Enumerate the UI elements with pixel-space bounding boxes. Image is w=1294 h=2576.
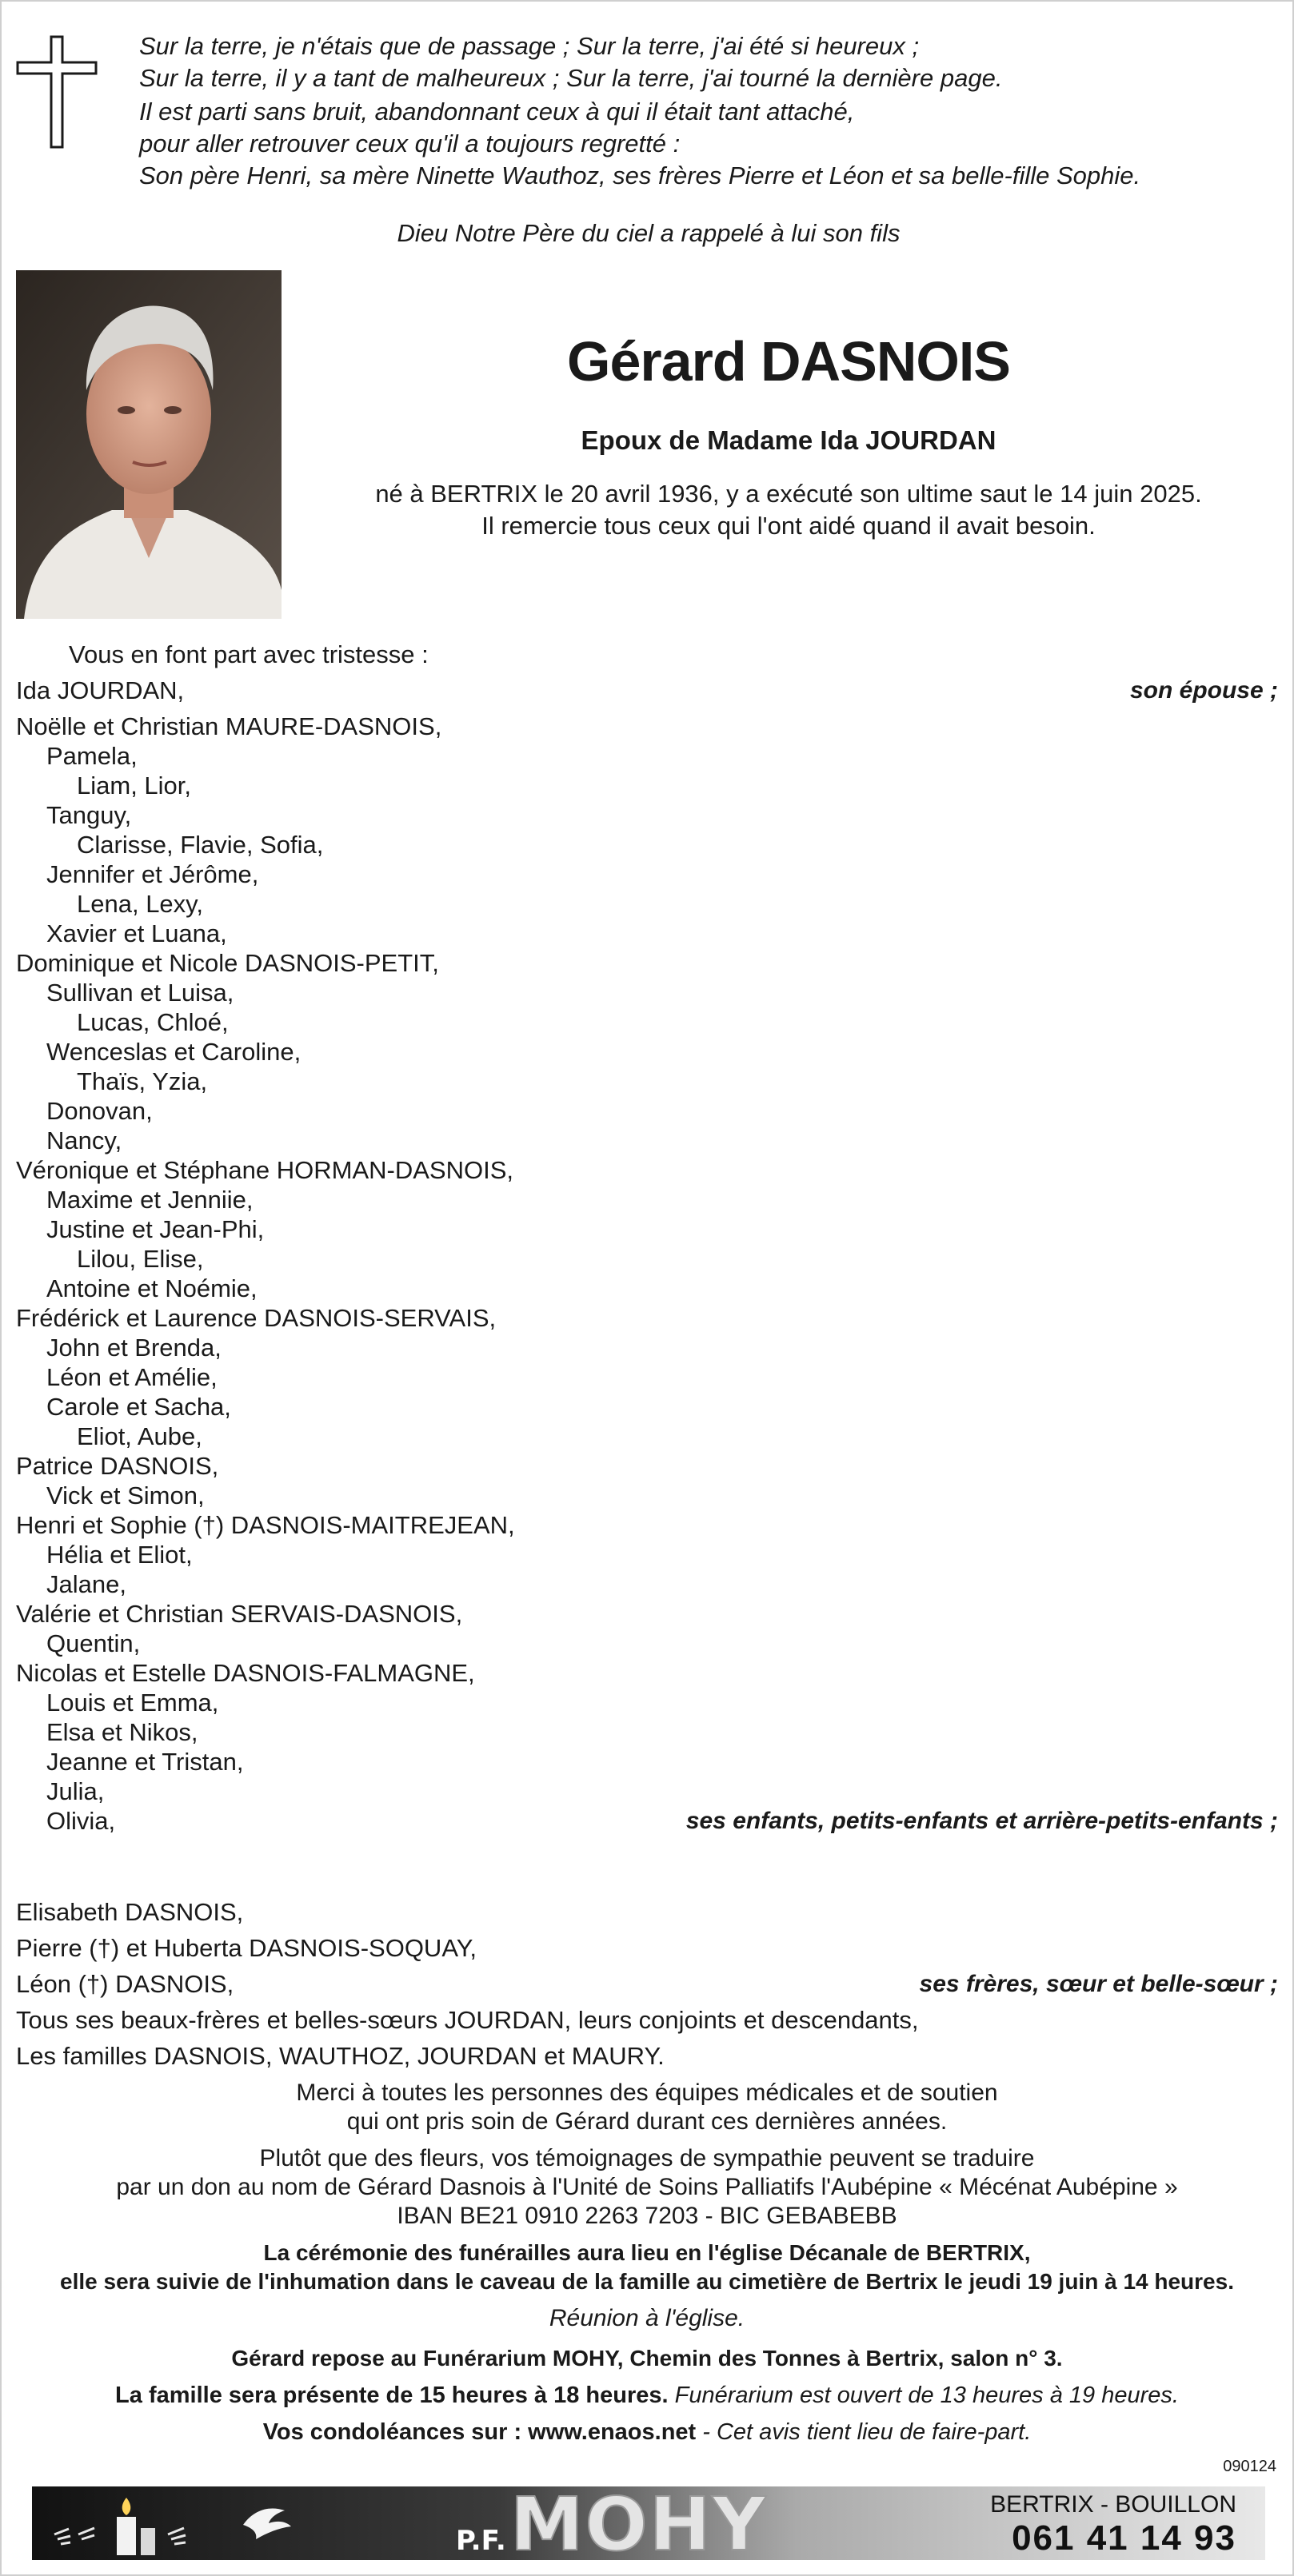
family-member-name: Nancy, xyxy=(46,1127,122,1154)
family-member-row xyxy=(16,1717,1278,1749)
family-member-row xyxy=(16,918,1278,950)
family-member-row xyxy=(16,1184,1278,1216)
family-member-name: Eliot, Aube, xyxy=(77,1422,202,1450)
family-member-name: John et Brenda, xyxy=(46,1334,222,1362)
family-member-name: Pamela, xyxy=(46,742,138,770)
condolences-line xyxy=(18,2418,1276,2446)
family-member-row xyxy=(16,1539,1278,1571)
relation-children: ses enfants, petits-enfants et arrière-petits-enfants ; xyxy=(685,1808,1278,1834)
reference-code: 090124 xyxy=(1223,2458,1276,2475)
family-member-row xyxy=(16,1036,1278,1068)
brand-name: MOHY xyxy=(510,2486,768,2560)
family-member-row xyxy=(16,1421,1278,1453)
phone-number: 061 41 14 93 xyxy=(1012,2518,1236,2558)
family-member-name: Léon et Amélie, xyxy=(46,1363,218,1391)
spouse-name: Ida JOURDAN, xyxy=(16,676,185,704)
family-member-row xyxy=(16,947,1278,979)
birth-line: né à BERTRIX le 20 avril 1936, y a exécuté son ultime saut le 14 juin 2025. xyxy=(375,480,1202,508)
family-member-name: Tanguy, xyxy=(46,801,132,829)
family-member-name: Dominique et Nicole DASNOIS-PETIT, xyxy=(16,949,439,977)
sibling-row xyxy=(16,1968,1278,2000)
family-member-name: Jeanne et Tristan, xyxy=(46,1748,244,1776)
family-member-name: Maxime et Jenniie, xyxy=(46,1186,254,1214)
locations: BERTRIX - BOUILLON xyxy=(990,2491,1236,2518)
sibling-name: Elisabeth DASNOIS, xyxy=(16,1898,244,1926)
funeral-home-banner xyxy=(32,2486,1265,2560)
sibling-name: Léon (†) DASNOIS, xyxy=(16,1970,234,1998)
family-member-name: Frédérick et Laurence DASNOIS-SERVAIS, xyxy=(16,1304,497,1332)
iban: IBAN BE21 0910 2263 7203 - BIC GEBABEBB xyxy=(397,2203,897,2229)
family-member-name: Justine et Jean-Phi, xyxy=(46,1215,265,1243)
family-member-row xyxy=(16,770,1278,802)
family-member-row xyxy=(16,1598,1278,1630)
flowers-1: Plutôt que des fleurs, vos témoignages de sympathie peuvent se traduire xyxy=(259,2145,1035,2171)
family-member-row xyxy=(16,1391,1278,1423)
family-member-row xyxy=(16,888,1278,920)
family-member-row xyxy=(16,1302,1278,1334)
family-member-row xyxy=(16,1657,1278,1689)
family-member-name: Véronique et Stéphane HORMAN-DASNOIS, xyxy=(16,1156,513,1184)
deceased-spouse: Epoux de Madame Ida JOURDAN xyxy=(581,425,996,455)
family-member-row xyxy=(16,711,1278,743)
family-member-name: Liam, Lior, xyxy=(77,772,192,800)
family-member-name: Nicolas et Estelle DASNOIS-FALMAGNE, xyxy=(16,1659,475,1687)
family-member-row xyxy=(16,1628,1278,1660)
funerarium-hours: Funérarium est ouvert de 13 heures à 19 heures. xyxy=(674,2383,1179,2408)
family-member-name: Hélia et Eliot, xyxy=(46,1541,193,1569)
deceased-name: Gérard DASNOIS xyxy=(567,330,1010,393)
inlaws-text: Tous ses beaux-frères et belles-sœurs JOURDAN, leurs conjoints et descendants, xyxy=(16,2006,919,2034)
family-member-name: Vick et Simon, xyxy=(46,1481,205,1509)
portrait-photo xyxy=(16,270,282,619)
family-member-row xyxy=(16,1509,1278,1541)
family-member-row xyxy=(16,1273,1278,1305)
poem-block xyxy=(139,30,1140,192)
family-member-row xyxy=(16,1687,1278,1719)
family-member-row xyxy=(16,1066,1278,1098)
poem-line: Son père Henri, sa mère Ninette Wauthoz, ses frères Pierre et Léon et sa belle-fille Sophie. xyxy=(139,161,1141,189)
family-member-row xyxy=(16,1569,1278,1601)
family-member-name: Donovan, xyxy=(46,1097,153,1125)
family-member-row xyxy=(16,1480,1278,1512)
poem-line: pour aller retrouver ceux qu'il a toujours regretté : xyxy=(139,130,681,158)
family-member-row xyxy=(16,1362,1278,1394)
medical-thanks-1: Merci à toutes les personnes des équipes médicales et de soutien xyxy=(296,2080,998,2106)
family-member-row xyxy=(16,1243,1278,1275)
relation-siblings: ses frères, sœur et belle-sœur ; xyxy=(919,1971,1278,1997)
family-member-name: Julia, xyxy=(46,1777,105,1805)
families-text: Les familles DASNOIS, WAUTHOZ, JOURDAN et MAURY. xyxy=(16,2042,665,2070)
family-member-row xyxy=(16,1746,1278,1778)
family-member-row xyxy=(16,1007,1278,1039)
family-member-name: Patrice DASNOIS, xyxy=(16,1452,219,1480)
poem-line: Sur la terre, il y a tant de malheureux ; Sur la terre, j'ai tourné la dernière page. xyxy=(139,64,1003,92)
deceased-details xyxy=(282,478,1294,542)
resting-place: Gérard repose au Funérarium MOHY, Chemin des Tonnes à Bertrix, salon n° 3. xyxy=(231,2346,1063,2371)
family-member-row xyxy=(16,859,1278,891)
presence-hours: La famille sera présente de 15 heures à 18 heures. xyxy=(115,2383,669,2408)
family-member-name: Wenceslas et Caroline, xyxy=(46,1038,302,1066)
flowers-2: par un don au nom de Gérard Dasnois à l'Unité de Soins Palliatifs l'Aubépine « Mécénat Aubépine » xyxy=(116,2174,1178,2200)
condolences-site: Vos condoléances sur : www.enaos.net xyxy=(262,2419,697,2445)
family-member-name: Valérie et Christian SERVAIS-DASNOIS, xyxy=(16,1600,463,1628)
family-member-row xyxy=(16,1154,1278,1186)
family-member-name: Henri et Sophie (†) DASNOIS-MAITREJEAN, xyxy=(16,1511,515,1539)
family-member-name: Lilou, Elise, xyxy=(77,1245,204,1273)
family-member-name: Elsa et Nikos, xyxy=(46,1718,198,1746)
family-member-name: Louis et Emma, xyxy=(46,1689,219,1717)
family-member-name: Lena, Lexy, xyxy=(77,890,203,918)
family-member-row xyxy=(16,800,1278,831)
family-member-name: Jalane, xyxy=(46,1570,126,1598)
meeting: Réunion à l'église. xyxy=(549,2305,745,2331)
family-member-name: Carole et Sacha, xyxy=(46,1393,231,1421)
family-member-name: Lucas, Chloé, xyxy=(77,1008,229,1036)
family-member-row xyxy=(16,977,1278,1009)
families-row xyxy=(16,2040,1278,2072)
family-member-row xyxy=(16,1095,1278,1127)
family-member-row xyxy=(16,1776,1278,1808)
family-member-row xyxy=(16,829,1278,861)
family-member-name: Jennifer et Jérôme, xyxy=(46,860,259,888)
family-member-row xyxy=(16,1450,1278,1482)
family-member-name: Quentin, xyxy=(46,1629,141,1657)
notice-text: - Cet avis tient lieu de faire-part. xyxy=(702,2419,1032,2445)
family-member-row xyxy=(16,740,1278,772)
inlaws-row xyxy=(16,2004,1278,2036)
pf-label: P.F. xyxy=(456,2525,506,2557)
cross-icon xyxy=(16,35,99,149)
family-member-name: Sullivan et Luisa, xyxy=(46,979,234,1007)
family-member-row xyxy=(16,1214,1278,1246)
family-member-name: Clarisse, Flavie, Sofia, xyxy=(77,831,324,859)
ceremony-1: La cérémonie des funérailles aura lieu en l'église Décanale de BERTRIX, xyxy=(263,2240,1031,2265)
poem-intro: Dieu Notre Père du ciel a rappelé à lui son fils xyxy=(397,219,901,247)
family-member-name: Antoine et Noémie, xyxy=(46,1274,258,1302)
sibling-row xyxy=(16,1932,1278,1964)
family-member-name: Xavier et Luana, xyxy=(46,919,227,947)
family-member-row xyxy=(16,1125,1278,1157)
medical-thanks-2: qui ont pris soin de Gérard durant ces dernières années. xyxy=(346,2108,948,2135)
poem-line: Il est parti sans bruit, abandonnant ceux à qui il était tant attaché, xyxy=(139,98,855,126)
family-member-name: Noëlle et Christian MAURE-DASNOIS, xyxy=(16,712,442,740)
family-member-name: Thaïs, Yzia, xyxy=(77,1067,208,1095)
thanks-line: Il remercie tous ceux qui l'ont aidé quand il avait besoin. xyxy=(481,512,1096,540)
poem-line: Sur la terre, je n'étais que de passage ; Sur la terre, j'ai été si heureux ; xyxy=(139,32,920,60)
dove-icon xyxy=(238,2501,294,2546)
presence-line xyxy=(18,2381,1276,2410)
family-intro: Vous en font part avec tristesse : xyxy=(69,640,429,668)
spouse-row xyxy=(16,675,1278,707)
family-intro-row xyxy=(16,639,1278,671)
sibling-name: Pierre (†) et Huberta DASNOIS-SOQUAY, xyxy=(16,1934,477,1962)
family-member-row xyxy=(16,1805,1278,1837)
relation-spouse: son épouse ; xyxy=(1129,677,1278,704)
family-member-row xyxy=(16,1332,1278,1364)
family-member-name: Olivia, xyxy=(46,1807,116,1835)
ceremony-2: elle sera suivie de l'inhumation dans le caveau de la famille au cimetière de Bertrix le jeudi 19 juin à 14 heures. xyxy=(60,2269,1234,2294)
sibling-row xyxy=(16,1896,1278,1928)
